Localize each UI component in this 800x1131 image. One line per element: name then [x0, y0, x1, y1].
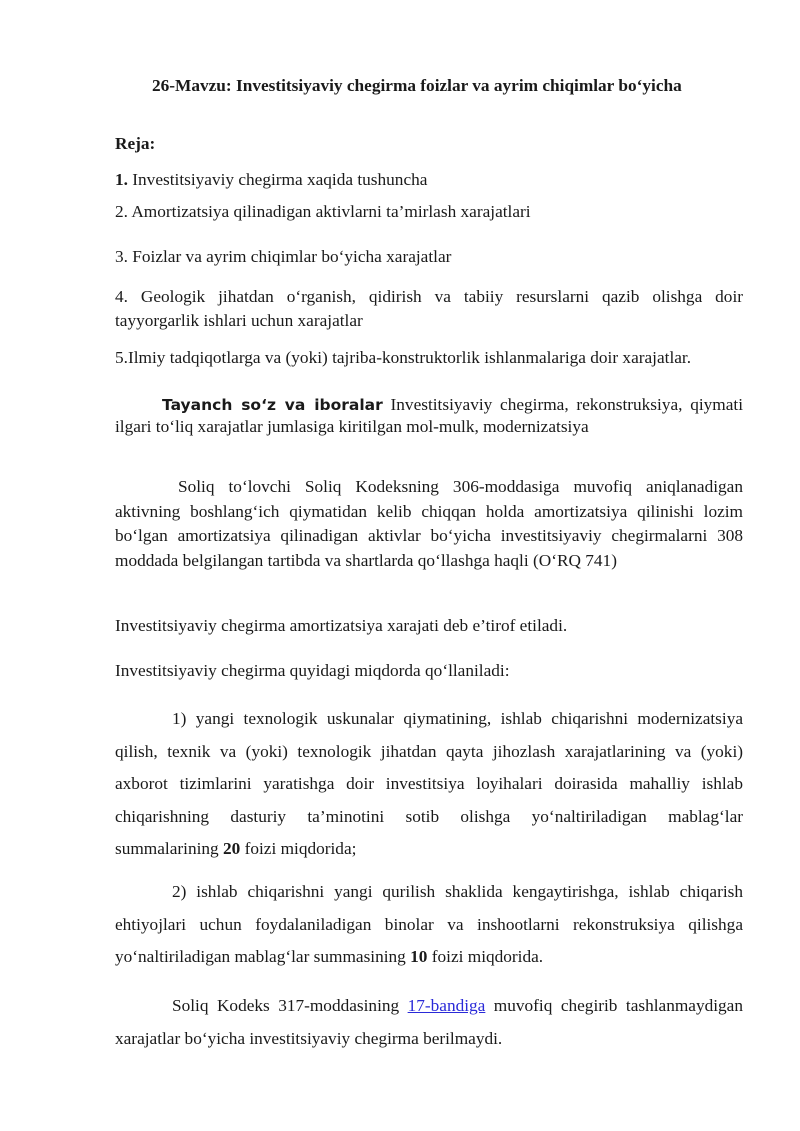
- keywords-label: Tayanch so‘z va iboralar: [162, 396, 383, 414]
- article-17-link[interactable]: 17-bandiga: [407, 996, 486, 1015]
- plan-item-text: 4. Geologik jihatdan o‘rganish, qidirish va tabiiy resurslarni qazib olishga doir tayyorgarlik ishlari uchun xarajatlar: [115, 287, 743, 330]
- plan-item-3: [115, 245, 743, 269]
- paragraph-item-2: [115, 876, 743, 974]
- item-2-text-end: foizi miqdorida.: [427, 947, 544, 966]
- paragraph-no-deduction: [115, 990, 743, 1055]
- plan-item-4: [115, 285, 743, 333]
- plan-item-text: Investitsiyaviy chegirma xaqida tushuncha: [127, 170, 428, 189]
- plan-item-2: [115, 200, 743, 224]
- paragraph-item-1: [115, 703, 743, 866]
- paragraph-deduction-amount-intro: Investitsiyaviy chegirma quyidagi miqdorda qo‘llaniladi:: [115, 661, 510, 680]
- item-2-percent: 10: [410, 947, 428, 966]
- paragraph-deduction-recognition: Investitsiyaviy chegirma amortizatsiya xarajati deb e’tirof etiladi.: [115, 616, 568, 635]
- item-2-text: 2) ishlab chiqarishni yangi qurilish shaklida kengaytirishga, ishlab chiqarish ehtiyojlari uchun foydalaniladigan binolar va inshootlarni rekonstruksiya qilishga yo‘naltiriladigan mablag‘lar summasining: [115, 882, 743, 966]
- no-deduction-text: Soliq Kodeks 317-moddasining: [172, 996, 408, 1015]
- document-title: 26-Mavzu: Investitsiyaviy chegirma foizlar va ayrim chiqimlar bo‘yicha: [152, 76, 682, 95]
- plan-item-number: 1.: [115, 170, 128, 189]
- keywords-text: Investitsiyaviy chegirma, rekonstruksiya, qiymati ilgari to‘liq xarajatlar jumlasiga kiritilgan mol-mulk, modernizatsiya: [115, 395, 743, 436]
- keywords-paragraph: [115, 394, 743, 437]
- no-deduction-text-end: muvofiq chegirib tashlanmaydigan xarajatlar bo‘yicha investitsiyaviy chegirma berilmaydi.: [115, 996, 743, 1048]
- plan-item-text: 5.Ilmiy tadqiqotlarga va (yoki) tajriba-konstruktorlik ishlanmalariga doir xarajatlar.: [115, 348, 692, 367]
- plan-item-text: 3. Foizlar va ayrim chiqimlar bo‘yicha xarajatlar: [115, 247, 452, 266]
- paragraph-tax-payer-right: Soliq to‘lovchi Soliq Kodeksning 306-moddasiga muvofiq aniqlanadigan aktivning boshlang‘ich qiymatidan kelib chiqqan holda amortizatsiya qilinishi lozim bo‘lgan amortizatsiya qilinadigan aktivlar bo‘yicha investitsiyaviy chegirmalarni 308 moddada belgilangan tartibda va shartlarda qo‘llashga haqli (O‘RQ 741): [115, 477, 743, 570]
- plan-item-text: 2. Amortizatsiya qilinadigan aktivlarni ta’mirlash xarajatlari: [115, 202, 531, 221]
- plan-item-1: [115, 168, 743, 192]
- plan-item-5: [115, 346, 743, 370]
- item-1-text: 1) yangi texnologik uskunalar qiymatining, ishlab chiqarishni modernizatsiya qilish, texnik va (yoki) texnologik jihatdan qayta jihozlash xarajatlarining va (yoki) axborot tizimlarini yaratishga doir investitsiya loyihalari doirasida mahalliy ishlab chiqarishning dasturiy ta’minotini sotib olishga yo‘naltiriladigan mablag‘lar summalarining: [115, 709, 743, 858]
- plan-heading: Reja:: [115, 134, 156, 153]
- item-1-percent: 20: [223, 839, 241, 858]
- item-1-text-end: foizi miqdorida;: [240, 839, 357, 858]
